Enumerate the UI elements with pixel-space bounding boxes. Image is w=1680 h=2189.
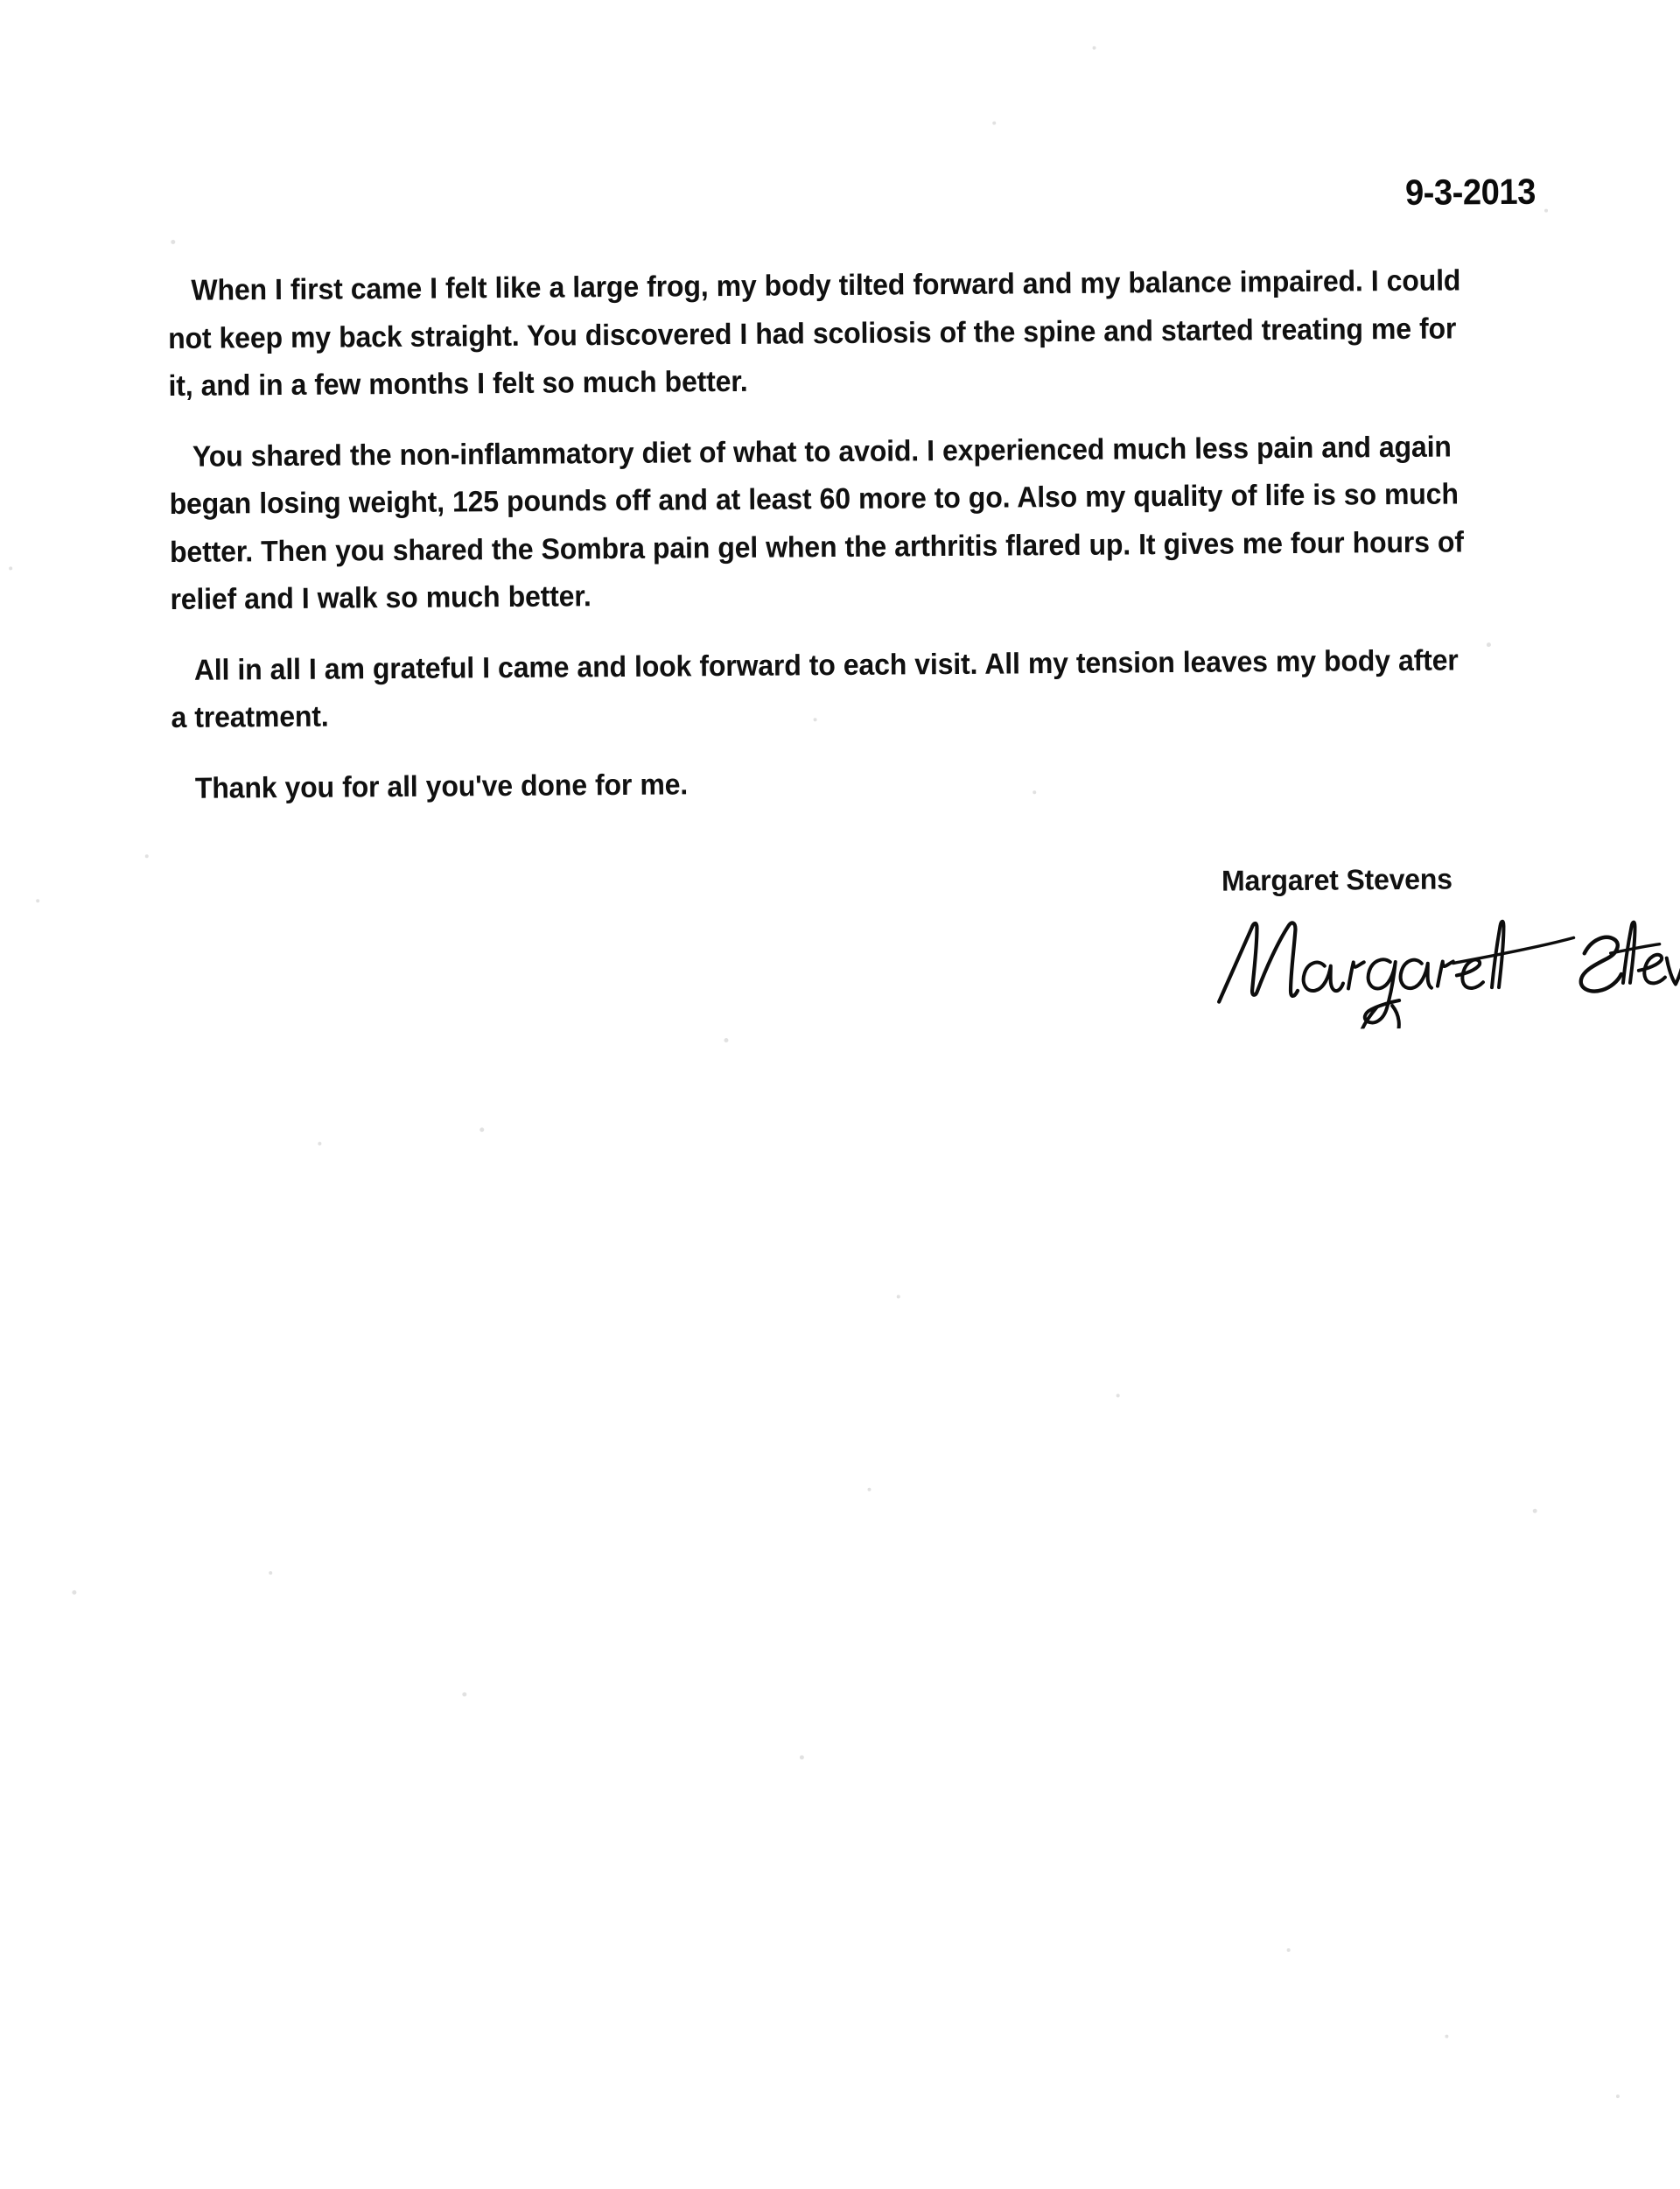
letter-paragraph-3: All in all I am grateful I came and look forward to each visit. All my tension leaves my body after a treatment. bbox=[171, 643, 1459, 735]
signature-block bbox=[1222, 859, 1676, 898]
scan-speck bbox=[800, 1755, 804, 1759]
scan-speck bbox=[867, 1488, 871, 1491]
signature-printed-name: Margaret Stevens bbox=[1221, 862, 1452, 897]
letter-body bbox=[168, 257, 1542, 813]
handwritten-signature bbox=[1202, 895, 1680, 1029]
scan-speck bbox=[1533, 1509, 1537, 1513]
scan-speck bbox=[724, 1038, 728, 1042]
letter-date: 9-3-2013 bbox=[1404, 171, 1536, 213]
scan-speck bbox=[480, 1127, 484, 1132]
scan-speck bbox=[1445, 2035, 1448, 2038]
scan-speck bbox=[462, 1692, 466, 1696]
scan-speck bbox=[145, 854, 149, 858]
scan-speck bbox=[1093, 46, 1096, 50]
scan-speck bbox=[1616, 2094, 1620, 2098]
scan-speck bbox=[992, 122, 996, 125]
letter-closing-thanks: Thank you for all you've done for me. bbox=[194, 768, 689, 805]
scan-speck bbox=[1544, 209, 1548, 213]
scan-speck bbox=[171, 240, 175, 244]
scan-speck bbox=[9, 566, 12, 570]
scan-speck bbox=[318, 1142, 321, 1146]
scan-speck bbox=[269, 1571, 272, 1575]
scan-speck bbox=[72, 1590, 76, 1595]
letter-paragraph-1: When I first came I felt like a large frog, my body tilted forward and my balance impaired. I could not keep my back straight. You discovered I had scoliosis of the spine and started treating me for it, and in a few months I felt so much better. bbox=[167, 264, 1461, 403]
scan-speck bbox=[36, 899, 39, 902]
scan-speck bbox=[1116, 1394, 1120, 1398]
letter-paragraph-2: You shared the non-inflammatory diet of what to avoid. I experienced much less pain and again began losing weight, 125 pounds off and at least 60 more to go. Also my quality of life is so much better. Then you shared the Sombra pain gel when the arthritis flared up. It gives me four hours of relief and I walk so much better. bbox=[169, 431, 1464, 617]
scan-speck bbox=[1287, 1948, 1291, 1952]
scan-speck bbox=[897, 1294, 900, 1298]
